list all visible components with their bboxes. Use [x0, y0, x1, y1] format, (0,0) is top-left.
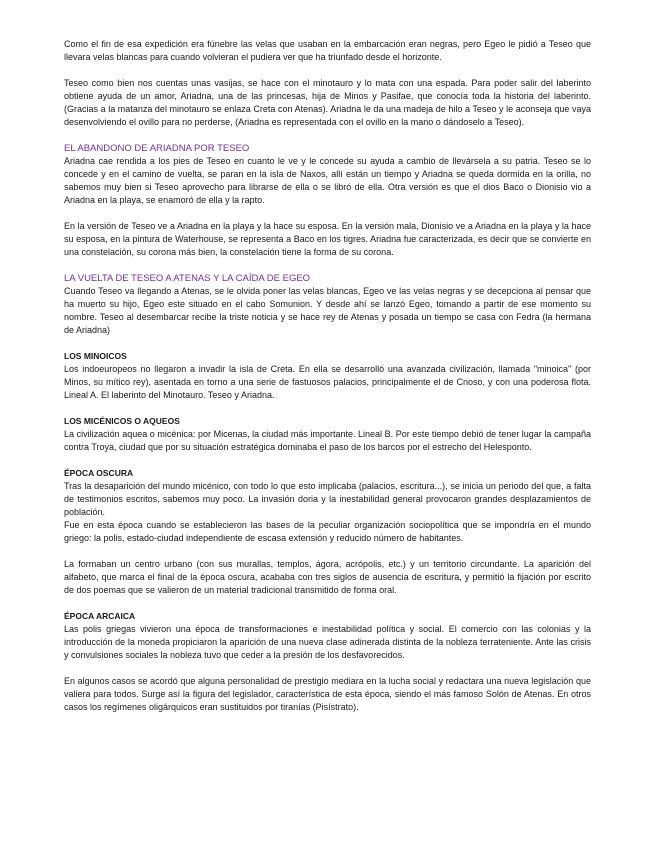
heading-vuelta-teseo: LA VUELTA DE TESEO A ATENAS Y LA CAÍDA DE EGEO: [64, 273, 311, 284]
heading-epoca-oscura: ÉPOCA OSCURA: [64, 468, 134, 478]
spacer: [64, 662, 591, 675]
heading-minoicos: LOS MINOICOS: [64, 351, 127, 361]
spacer: [64, 337, 591, 350]
heading-epoca-arcaica: ÉPOCA ARCAICA: [64, 611, 136, 621]
paragraph-epoca-arcaica-1: Las polis griegas vivieron una época de transformaciones e inestabilidad política y social. El comercio con las colonias y la introducción de la moneda propiciaron la aparición de una nueva clase adinerada distinta de la nobleza terrateniente. Ante las crisis y convulsiones sociales la nobleza tuvo que ceder a la presión de los desfavorecidos.: [64, 624, 591, 660]
paragraph-micenicos: La civilización aquea o micénica: por Micenas, la ciudad más importante. Lineal B. Por este tiempo debió de tener lugar la campaña contra Troya, ciudad que por su situación estratégica dominaba el paso de los barcos por el estrecho del Helesponto.: [64, 429, 591, 452]
spacer: [64, 402, 591, 415]
spacer: [64, 259, 591, 272]
spacer: [64, 129, 591, 142]
spacer: [64, 454, 591, 467]
heading-micenicos: LOS MICÉNICOS O AQUEOS: [64, 416, 180, 426]
paragraph-minotauro: Teseo como bien nos cuentas unas vasijas, se hace con el minotauro y lo mata con una espada. Para poder salir del laberinto obtiene ayuda de un amor, Ariadna, una de las princesas, hija de Minos y Pasifae, que conocía toda la historia del laberinto. (Gracias a la matanza del minotauro se enlaza Creta con Atenas). Ariadna le da una madeja de hilo a Teseo y le aconseja que vaya desenvolviendo el ovillo para no perderse, (Ariadna es representada con el ovillo en la mano o dándoselo a Teseo).: [64, 78, 591, 127]
spacer: [64, 207, 591, 220]
paragraph-minoicos: Los indoeuropeos no llegaron a invadir la isla de Creta. En ella se desarrolló una avanzada civilización, llamada "minoica" (por Minos, su mítico rey), asentada en torno a una serie de fastuosos palacios, principalmente el de Cnoso, y con una poderosa flota. Lineal A. El laberinto del Minotauro. Teseo y Ariadna.: [64, 364, 591, 400]
spacer: [64, 64, 591, 77]
paragraph-epoca-arcaica-2: En algunos casos se acordó que alguna personalidad de prestigio mediara en la lucha social y redactara una nueva legislación que valiera para todos. Surge así la figura del legislador, característica de esta época, siendo el más famoso Solón de Atenas. En otros casos los regímenes oligárquicos eran sustituidos por tiranías (Pisístrato).: [64, 676, 591, 712]
paragraph-velas: Como el fin de esa expedición era fúnebre las velas que usaban en la embarcación eran negras, pero Egeo le pidió a Teseo que llevara velas blancas para cuando volvieran el pudiera ver que ha triunfado desde el horizonte.: [64, 39, 591, 62]
paragraph-versiones: En la versión de Teseo ve a Ariadna en la playa y la hace su esposa. En la versión mala, Dionisio ve a Ariadna en la playa y la hace su esposa, en la pintura de Waterhouse, se representa a Baco en los tigres. Ariadna fue caracterizada, es decir que se convierte en una constelación, su corona más bien, la constelación tiene la forma de su corona.: [64, 221, 591, 257]
spacer: [64, 597, 591, 610]
document-page: [64, 38, 591, 714]
paragraph-egeo: Cuando Teseo va llegando a Atenas, se le olvida poner las velas blancas, Egeo ve las velas negras y se decepciona al pensar que ha muerto su hijo, Egeo este situado en el cabo Somunion. Y desde ahí se lanzó Egeo, tomando a partir de ese momento su nombre. Teseo al desembarcar recibe la triste noticia y se hace rey de Atenas y posada un tiempo se casa con Fedra (la hermana de Ariadna): [64, 286, 591, 335]
paragraph-epoca-oscura-1: Tras la desaparición del mundo micénico, con todo lo que esto implicaba (palacios, escritura...), se inicia un periodo del que, a falta de testimonios escritos, sabemos muy poco. La invasión doria y la inestabilidad general provocaron grandes desplazamientos de población.: [64, 481, 591, 517]
paragraph-ariadna-naxos: Ariadna cae rendida a los pies de Teseo en cuanto le ve y le concede su ayuda a cambio de llevársela a su patria. Teseo se lo concede y en el camino de vuelta, se paran en la isla de Naxos, allí están un tiempo y Ariadna se queda dormida en la orilla, no sabemos muy bien si Teseo aprovecho para librarse de ella o se libró de ella. Otra versión es que el dios Baco o Dionisio vio a Ariadna en la playa, se enamoró de ella y la rapto.: [64, 156, 591, 205]
heading-abandono-ariadna: EL ABANDONO DE ARIADNA POR TESEO: [64, 143, 250, 154]
spacer: [64, 545, 591, 558]
paragraph-polis: La formaban un centro urbano (con sus murallas, templos, ágora, acrópolis, etc.) y un territorio circundante. La aparición del alfabeto, que marca el final de la época oscura, acababa con tres siglos de ausencia de escritura, y permitió la fijación por escrito de dos poemas que se valieron de un material tradicional transmitido de forma oral.: [64, 559, 591, 595]
paragraph-epoca-oscura-2: Fue en esta época cuando se establecieron las bases de la peculiar organización sociopolítica que se impondría en el mundo griego: la polis, estado-ciudad independiente de escasa extensión y reducido número de habitantes.: [64, 520, 591, 543]
